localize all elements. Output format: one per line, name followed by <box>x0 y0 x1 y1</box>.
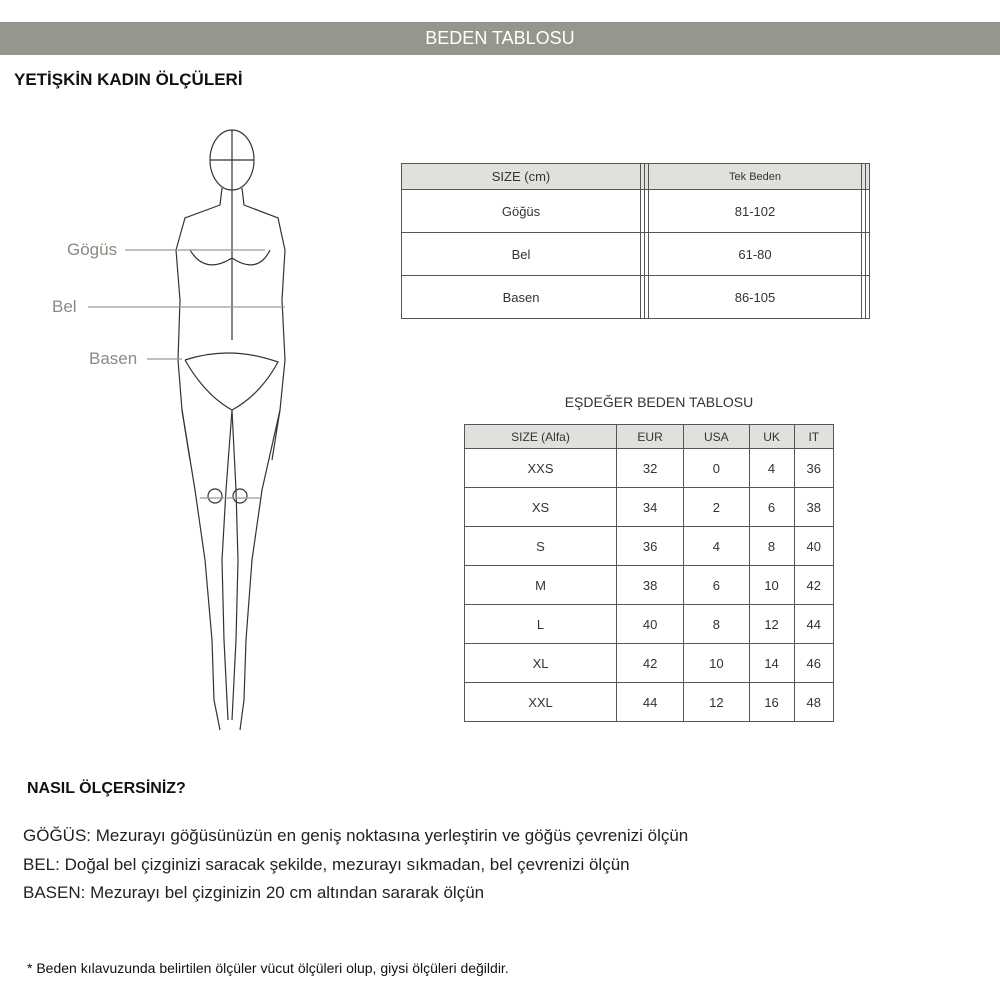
footnote: * Beden kılavuzunda belirtilen ölçüler vücut ölçüleri olup, giysi ölçüleri değildir. <box>27 960 509 976</box>
cell <box>865 276 869 319</box>
table-row <box>465 488 834 527</box>
equivalent-size-table <box>464 424 834 722</box>
header-cell: IT <box>794 425 833 449</box>
header-cell: SIZE (Alfa) <box>465 425 617 449</box>
how-to-item <box>23 883 484 903</box>
cell: 8 <box>684 605 749 644</box>
cell: XS <box>465 488 617 527</box>
cell: 14 <box>749 644 794 683</box>
header-cell <box>865 164 869 190</box>
how-to-item <box>23 826 688 846</box>
cell: 40 <box>617 605 684 644</box>
cell <box>865 233 869 276</box>
cell: XL <box>465 644 617 683</box>
cell: XXL <box>465 683 617 722</box>
table-row <box>465 683 834 722</box>
cell: 6 <box>684 566 749 605</box>
header-cell: USA <box>684 425 749 449</box>
cell: 42 <box>794 566 833 605</box>
table-row <box>465 566 834 605</box>
table-row <box>402 276 870 319</box>
cell: 36 <box>794 449 833 488</box>
cell: 38 <box>617 566 684 605</box>
header-cell: Tek Beden <box>649 164 862 190</box>
cell: 4 <box>749 449 794 488</box>
table-row <box>402 233 870 276</box>
cell: 10 <box>684 644 749 683</box>
description: Mezurayı göğüsünüzün en geniş noktasına yerleştirin ve göğüs çevrenizi ölçün <box>91 826 689 845</box>
cell: 10 <box>749 566 794 605</box>
term: BEL: <box>23 855 60 874</box>
cell: 34 <box>617 488 684 527</box>
cell: 8 <box>749 527 794 566</box>
hip-label: Basen <box>89 349 138 368</box>
cell: Göğüs <box>402 190 641 233</box>
cell: L <box>465 605 617 644</box>
cell: 44 <box>617 683 684 722</box>
cell: M <box>465 566 617 605</box>
how-to-title: NASIL ÖLÇERSİNİZ? <box>27 780 186 797</box>
cell: 32 <box>617 449 684 488</box>
cell <box>865 190 869 233</box>
term: BASEN: <box>23 883 86 902</box>
size-table <box>401 163 870 319</box>
cell: 36 <box>617 527 684 566</box>
table-row <box>465 605 834 644</box>
table-row <box>402 190 870 233</box>
table-row <box>465 527 834 566</box>
cell: 12 <box>749 605 794 644</box>
table-row <box>465 449 834 488</box>
cell: 4 <box>684 527 749 566</box>
header-cell: UK <box>749 425 794 449</box>
description: Mezurayı bel çizginizin 20 cm altından sararak ölçün <box>85 883 485 902</box>
cell: 46 <box>794 644 833 683</box>
cell: 0 <box>684 449 749 488</box>
cell: 81-102 <box>649 190 862 233</box>
cell: 44 <box>794 605 833 644</box>
equivalent-table-title: EŞDEĞER BEDEN TABLOSU <box>564 394 754 410</box>
cell: 86-105 <box>649 276 862 319</box>
waist-label: Bel <box>52 297 77 316</box>
cell: 12 <box>684 683 749 722</box>
table-header-row <box>402 164 870 190</box>
description: Doğal bel çizginizi saracak şekilde, mezurayı sıkmadan, bel çevrenizi ölçün <box>59 855 630 874</box>
table-row <box>465 644 834 683</box>
section-title: YETİŞKİN KADIN ÖLÇÜLERİ <box>14 70 243 89</box>
header-band: BEDEN TABLOSU <box>0 22 1000 55</box>
term: GÖĞÜS: <box>23 826 92 845</box>
cell: XXS <box>465 449 617 488</box>
cell: 16 <box>749 683 794 722</box>
table-header-row <box>465 425 834 449</box>
header-cell: SIZE (cm) <box>402 164 641 190</box>
cell: 40 <box>794 527 833 566</box>
cell: 38 <box>794 488 833 527</box>
cell: 42 <box>617 644 684 683</box>
cell: Bel <box>402 233 641 276</box>
cell: 2 <box>684 488 749 527</box>
cell: 48 <box>794 683 833 722</box>
cell: Basen <box>402 276 641 319</box>
cell: 61-80 <box>649 233 862 276</box>
chest-label: Gögüs <box>67 240 118 259</box>
how-to-item <box>23 855 630 875</box>
cell: 6 <box>749 488 794 527</box>
header-cell: EUR <box>617 425 684 449</box>
cell: S <box>465 527 617 566</box>
